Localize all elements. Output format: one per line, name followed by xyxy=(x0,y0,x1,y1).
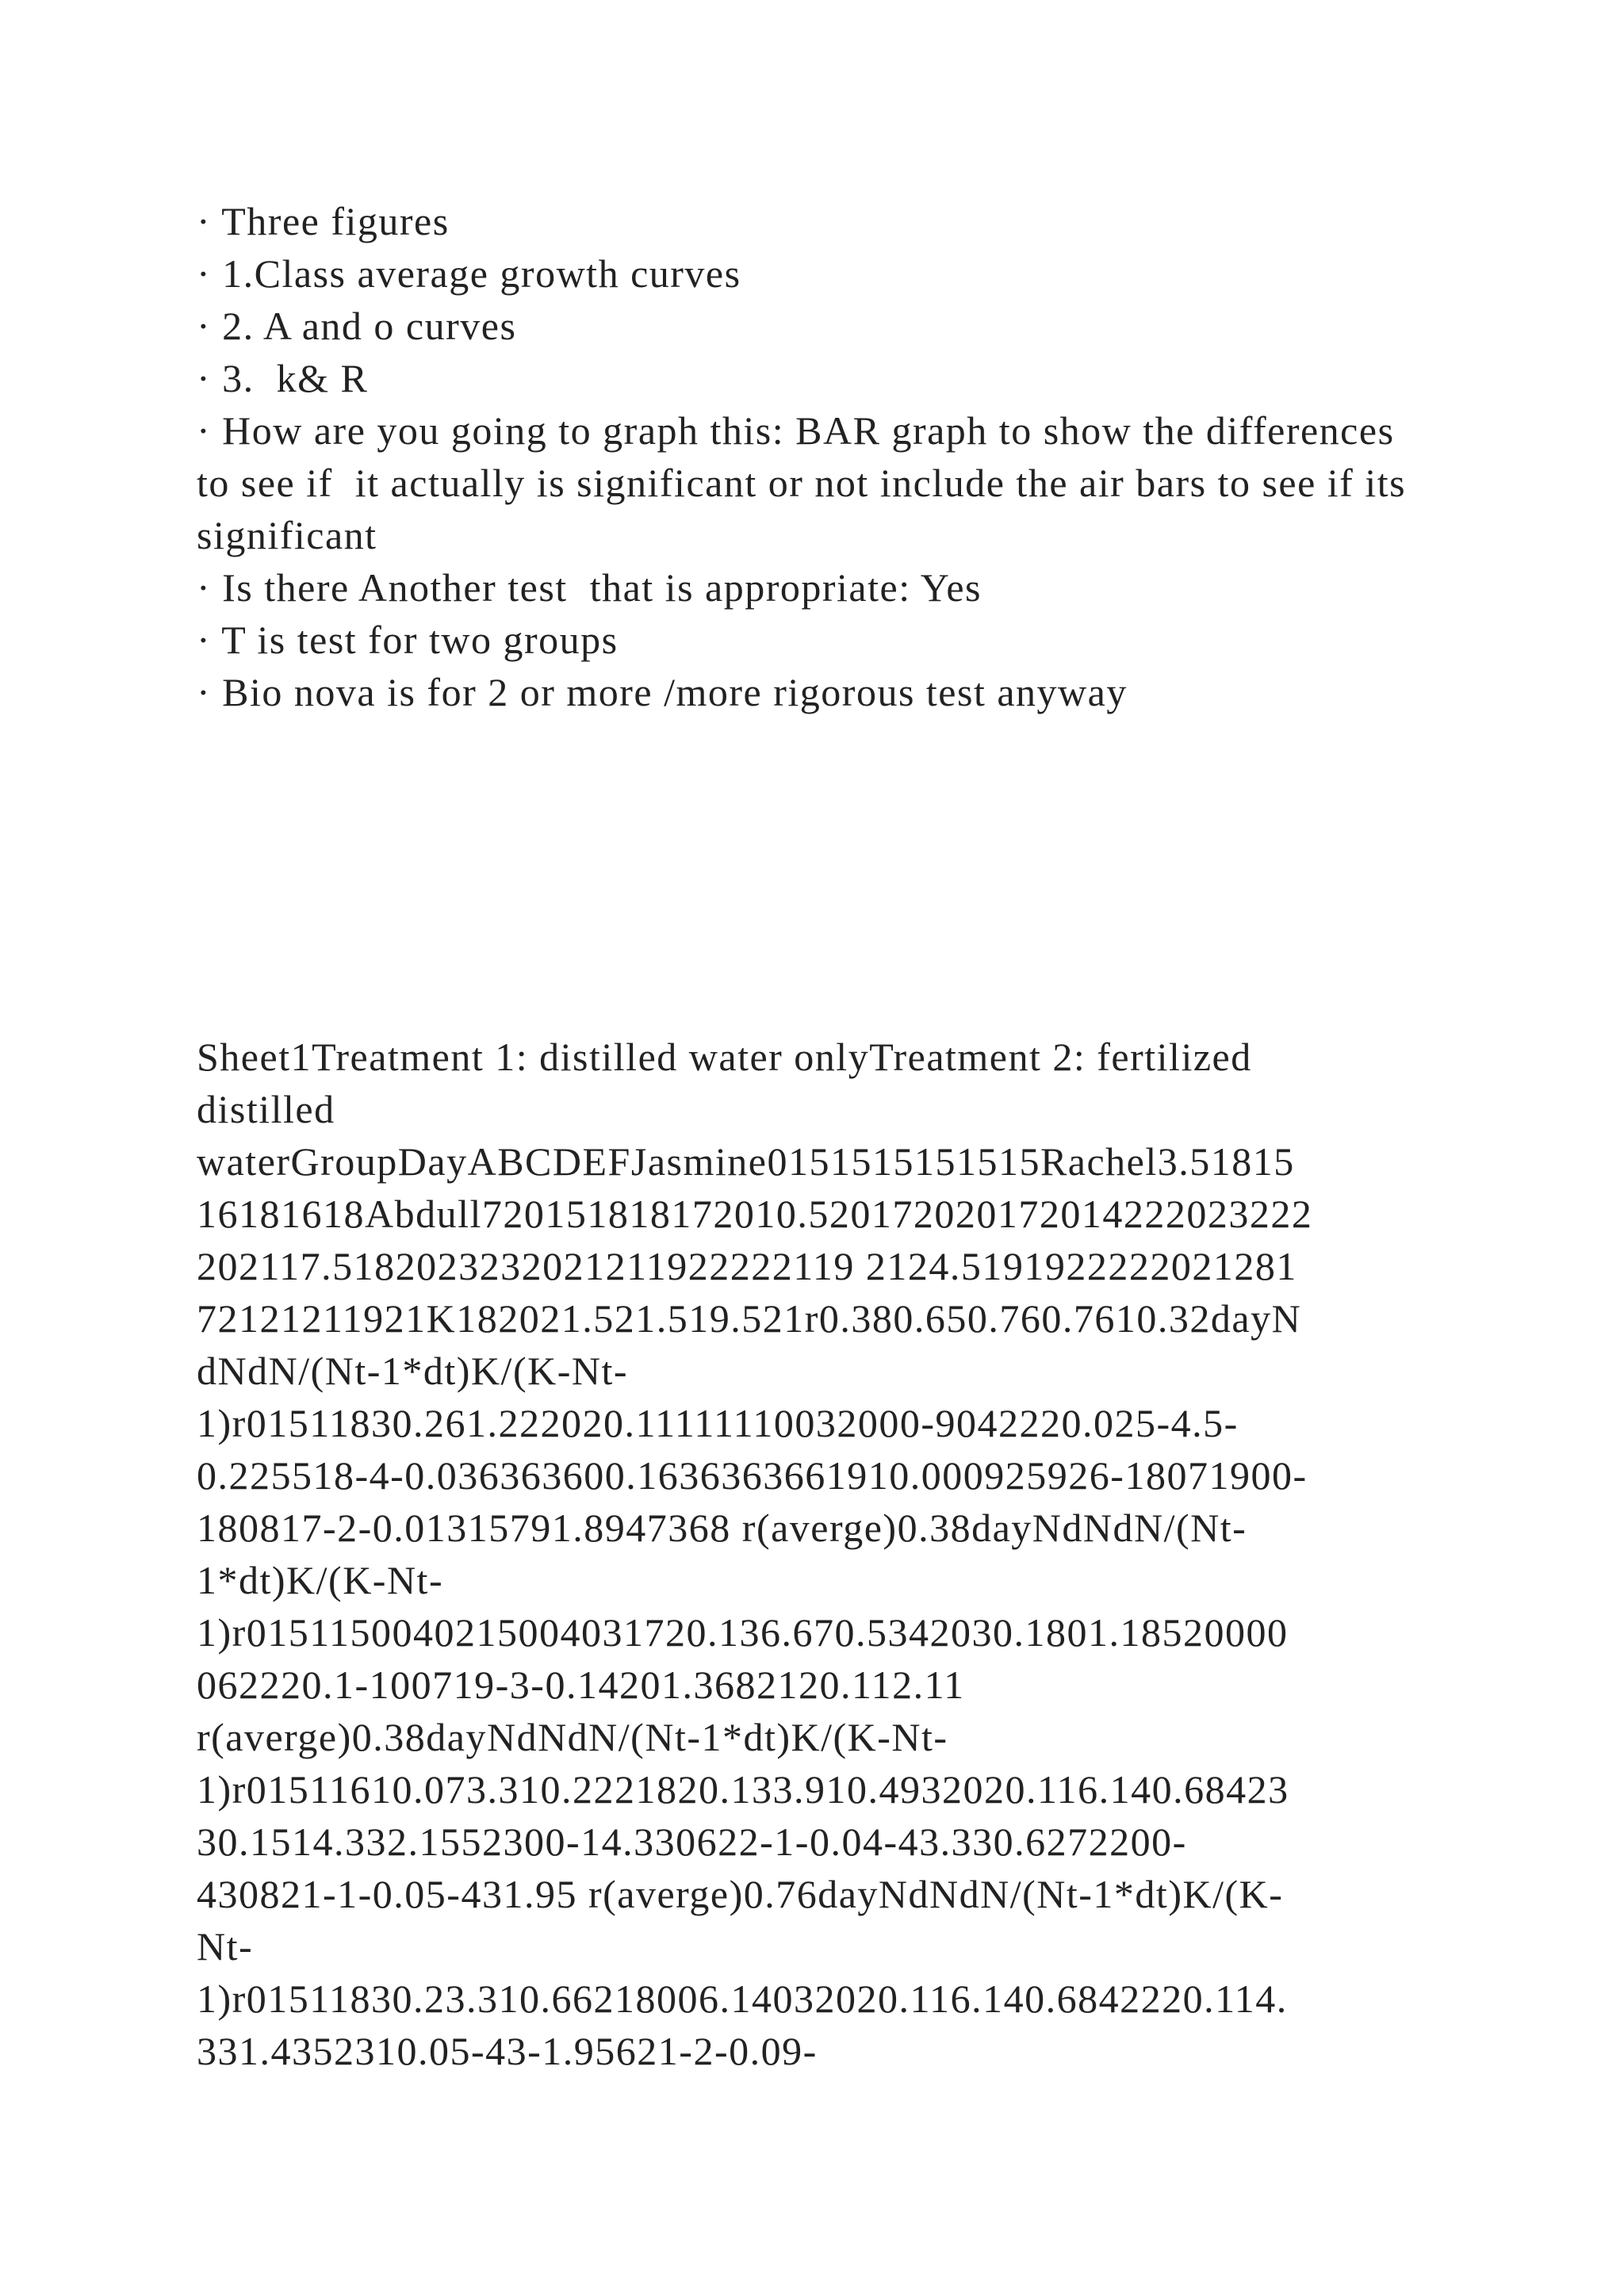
sheet-line: dNdN/(Nt-1*dt)K/(K-Nt- xyxy=(197,1349,629,1393)
note-item: · T is test for two groups xyxy=(197,618,619,662)
note-item: · Bio nova is for 2 or more /more rigorous test anyway xyxy=(197,670,1128,714)
sheet-line: Nt- xyxy=(197,1924,254,1969)
sheet-line: distilled xyxy=(197,1087,335,1131)
notes-list xyxy=(197,195,1434,718)
sheet-line: 430821-1-0.05-431.95 r(averge)0.76dayNdNdN/(Nt-1*dt)K/(K- xyxy=(197,1872,1284,1916)
note-item: · 1.Class average growth curves xyxy=(197,251,741,296)
sheet-line: 331.4352310.05-43-1.95621-2-0.09- xyxy=(197,2029,818,2073)
sheet-line: 1)r0151150040215004031720.136.670.5342030.1801.18520000 xyxy=(197,1610,1289,1655)
sheet-line: 1*dt)K/(K-Nt- xyxy=(197,1558,444,1602)
sheet-line: 1)r01511610.073.310.2221820.133.910.4932020.116.140.68423 xyxy=(197,1767,1289,1812)
sheet-line: 1)r01511830.23.310.66218006.14032020.116.140.6842220.114. xyxy=(197,1976,1288,2021)
sheet-line: 72121211921K182021.521.519.521r0.380.650.760.7610.32dayN xyxy=(197,1296,1302,1341)
sheet-line: 30.1514.332.1552300-14.330622-1-0.04-43.330.6272200- xyxy=(197,1820,1187,1864)
note-item: · Three figures xyxy=(197,199,450,243)
note-item: · 2. A and o curves xyxy=(197,304,517,348)
sheet-line: 1)r01511830.261.222020.11111110032000-9042220.025-4.5- xyxy=(197,1401,1239,1445)
sheet-line: r(averge)0.38dayNdNdN/(Nt-1*dt)K/(K-Nt- xyxy=(197,1715,948,1759)
sheet-line: 180817-2-0.01315791.8947368 r(averge)0.38dayNdNdN/(Nt- xyxy=(197,1506,1247,1550)
note-item: · How are you going to graph this: BAR graph to show the differences to see if it actually is significant or not include the air bars to see if its significant xyxy=(197,408,1418,557)
sheet-line: 202117.5182023232021211922222119 2124.5191922222021281 xyxy=(197,1244,1297,1288)
note-item: · Is there Another test that is appropriate: Yes xyxy=(197,565,982,610)
sheet-line: 0.225518-4-0.036363600.1636363661910.000925926-18071900- xyxy=(197,1453,1308,1498)
sheet-line: 062220.1-100719-3-0.14201.3682120.112.11 xyxy=(197,1663,965,1707)
sheet-line: 16181618Abdull720151818172010.520172020172014222023222 xyxy=(197,1192,1313,1236)
sheet-line: waterGroupDayABCDEFJasmine0151515151515Rachel3.51815 xyxy=(197,1139,1295,1184)
sheet-data-text xyxy=(197,1031,1434,2077)
sheet-line: Sheet1Treatment 1: distilled water onlyTreatment 2: fertilized xyxy=(197,1035,1252,1079)
note-item: · 3. k& R xyxy=(197,356,369,400)
